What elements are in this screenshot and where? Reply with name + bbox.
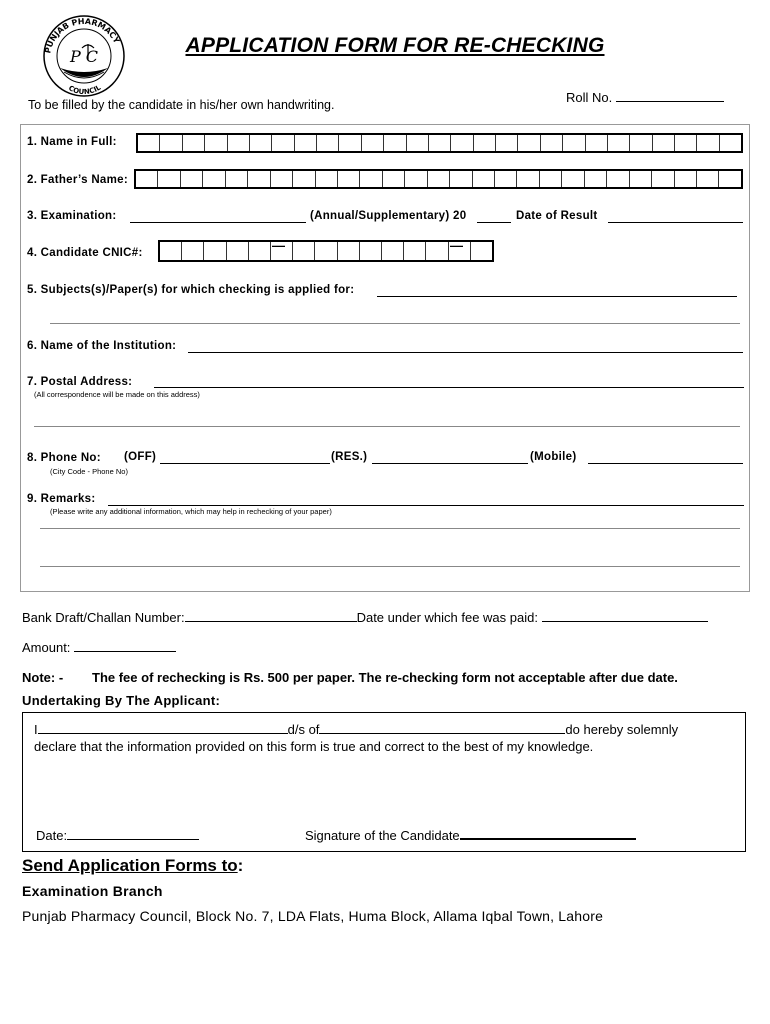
char-box[interactable] <box>339 135 361 151</box>
char-box[interactable] <box>630 135 652 151</box>
char-box[interactable] <box>205 135 227 151</box>
note-label: Note: - <box>22 670 64 685</box>
cnic-input-boxes[interactable] <box>158 240 494 262</box>
father-name-label: 2. Father’s Name: <box>27 174 128 186</box>
phone-res-label: (RES.) <box>331 451 368 463</box>
char-box[interactable] <box>450 171 472 187</box>
char-box[interactable] <box>630 171 652 187</box>
char-box[interactable] <box>473 171 495 187</box>
remarks-line-2[interactable] <box>40 528 740 529</box>
char-box[interactable] <box>383 171 405 187</box>
char-box[interactable] <box>360 171 382 187</box>
remarks-line-1[interactable] <box>108 505 744 506</box>
roll-no-line <box>616 101 724 102</box>
cnic-dash-1: — <box>272 238 285 253</box>
char-box[interactable] <box>362 135 384 151</box>
char-box[interactable] <box>160 135 182 151</box>
name-input-boxes[interactable] <box>136 133 743 153</box>
char-box[interactable] <box>585 171 607 187</box>
char-box[interactable] <box>227 242 249 260</box>
fee-date-line <box>542 621 708 622</box>
char-box[interactable] <box>136 171 158 187</box>
phone-mobile-line[interactable] <box>588 463 743 464</box>
char-box[interactable] <box>675 135 697 151</box>
remarks-label: 9. Remarks: <box>27 493 96 505</box>
char-box[interactable] <box>652 171 674 187</box>
declaration-text: declare that the information provided on this form is true and correct to the best of my knowledge. <box>34 739 594 754</box>
bank-draft-field[interactable]: Bank Draft/Challan Number: Date under which fee was paid: <box>22 610 708 625</box>
postal-address-label: 7. Postal Address: <box>27 376 133 388</box>
exam-year-line[interactable] <box>477 222 511 223</box>
note-text: The fee of rechecking is Rs. 500 per paper. The re-checking form not acceptable after due date. <box>92 670 678 685</box>
signature-field[interactable]: Signature of the Candidate <box>305 828 636 843</box>
send-title: Send Application Forms to: <box>22 856 244 875</box>
remarks-line-3[interactable] <box>40 566 740 567</box>
char-box[interactable] <box>295 135 317 151</box>
char-box[interactable] <box>541 135 563 151</box>
char-box[interactable] <box>250 135 272 151</box>
remarks-note: (Please write any additional information, which may help in rechecking of your paper) <box>50 507 332 516</box>
char-box[interactable] <box>382 242 404 260</box>
signature-line <box>460 838 636 840</box>
subjects-line-2[interactable] <box>50 323 740 324</box>
char-box[interactable] <box>407 135 429 151</box>
char-box[interactable] <box>203 171 225 187</box>
examination-line[interactable] <box>130 222 306 223</box>
char-box[interactable] <box>474 135 496 151</box>
char-box[interactable] <box>360 242 382 260</box>
cnic-dash-2: — <box>450 238 463 253</box>
char-box[interactable] <box>317 135 339 151</box>
char-box[interactable] <box>204 242 226 260</box>
char-box[interactable] <box>608 135 630 151</box>
char-box[interactable] <box>315 242 337 260</box>
char-box[interactable] <box>384 135 406 151</box>
undertaking-date-line <box>67 839 199 840</box>
char-box[interactable] <box>471 242 492 260</box>
char-box[interactable] <box>228 135 250 151</box>
phone-res-line[interactable] <box>372 463 528 464</box>
char-box[interactable] <box>181 171 203 187</box>
char-box[interactable] <box>451 135 473 151</box>
char-box[interactable] <box>540 171 562 187</box>
char-box[interactable] <box>338 242 360 260</box>
institution-label: 6. Name of the Institution: <box>27 340 177 352</box>
page-title: APPLICATION FORM FOR RE-CHECKING <box>185 34 605 57</box>
amount-field[interactable]: Amount: <box>22 640 176 655</box>
cnic-label: 4. Candidate CNIC#: <box>27 247 143 259</box>
phone-mobile-label: (Mobile) <box>530 451 577 463</box>
char-box[interactable] <box>719 171 740 187</box>
char-box[interactable] <box>720 135 741 151</box>
examination-branch: Examination Branch <box>22 883 163 899</box>
father-name-input-boxes[interactable] <box>134 169 743 189</box>
char-box[interactable] <box>316 171 338 187</box>
char-box[interactable] <box>426 242 448 260</box>
examination-label: 3. Examination: <box>27 210 117 222</box>
char-box[interactable] <box>517 171 539 187</box>
char-box[interactable] <box>518 135 540 151</box>
instruction-text: To be filled by the candidate in his/her own handwriting. <box>28 98 335 112</box>
logo-initials: P C <box>69 47 99 66</box>
char-box[interactable] <box>182 242 204 260</box>
parent-name-line <box>319 733 565 734</box>
char-box[interactable] <box>272 135 294 151</box>
char-box[interactable] <box>563 135 585 151</box>
amount-line <box>74 651 176 652</box>
name-label: 1. Name in Full: <box>27 136 117 148</box>
char-box[interactable] <box>428 171 450 187</box>
result-date-label: Date of Result <box>516 210 598 222</box>
undertaking-title: Undertaking By The Applicant: <box>22 693 221 708</box>
subjects-label: 5. Subjects(s)/Paper(s) for which checking is applied for: <box>27 284 355 296</box>
char-box[interactable] <box>697 171 719 187</box>
phone-note: (City Code - Phone No) <box>50 467 128 476</box>
char-box[interactable] <box>183 135 205 151</box>
char-box[interactable] <box>160 242 182 260</box>
char-box[interactable] <box>653 135 675 151</box>
postal-address-line-1[interactable] <box>154 387 744 388</box>
result-date-line[interactable] <box>608 222 743 223</box>
char-box[interactable] <box>429 135 451 151</box>
applicant-name-line <box>38 733 288 734</box>
phone-off-label: (OFF) <box>124 451 157 463</box>
char-box[interactable] <box>338 171 360 187</box>
char-box[interactable] <box>586 135 608 151</box>
form-box <box>20 124 750 592</box>
char-box[interactable] <box>405 171 427 187</box>
undertaking-line[interactable]: I d/s of do hereby solemnly <box>34 722 679 737</box>
postal-address-note: (All correspondence will be made on this address) <box>34 390 200 399</box>
char-box[interactable] <box>271 171 293 187</box>
svg-text:PUNJAB PHARMACY: PUNJAB PHARMACY <box>43 16 122 55</box>
bank-draft-line <box>185 621 357 622</box>
char-box[interactable] <box>226 171 248 187</box>
char-box[interactable] <box>675 171 697 187</box>
char-box[interactable] <box>138 135 160 151</box>
subjects-line-1[interactable] <box>377 296 737 297</box>
char-box[interactable] <box>404 242 426 260</box>
phone-off-line[interactable] <box>160 463 330 464</box>
char-box[interactable] <box>248 171 270 187</box>
char-box[interactable] <box>249 242 271 260</box>
phone-label: 8. Phone No: <box>27 452 101 464</box>
svg-text:COUNCIL: COUNCIL <box>67 83 103 97</box>
char-box[interactable] <box>158 171 180 187</box>
char-box[interactable] <box>697 135 719 151</box>
postal-address-line-2[interactable] <box>34 426 740 427</box>
institution-line[interactable] <box>188 352 743 353</box>
undertaking-date-field[interactable]: Date: <box>36 828 199 843</box>
roll-no-field[interactable]: Roll No. <box>566 90 724 105</box>
char-box[interactable] <box>562 171 584 187</box>
char-box[interactable] <box>607 171 629 187</box>
exam-type-label: (Annual/Supplementary) 20 <box>310 210 467 222</box>
char-box[interactable] <box>293 171 315 187</box>
council-address: Punjab Pharmacy Council, Block No. 7, LDA Flats, Huma Block, Allama Iqbal Town, Lahore <box>22 908 604 924</box>
char-box[interactable] <box>495 171 517 187</box>
char-box[interactable] <box>293 242 315 260</box>
char-box[interactable] <box>496 135 518 151</box>
